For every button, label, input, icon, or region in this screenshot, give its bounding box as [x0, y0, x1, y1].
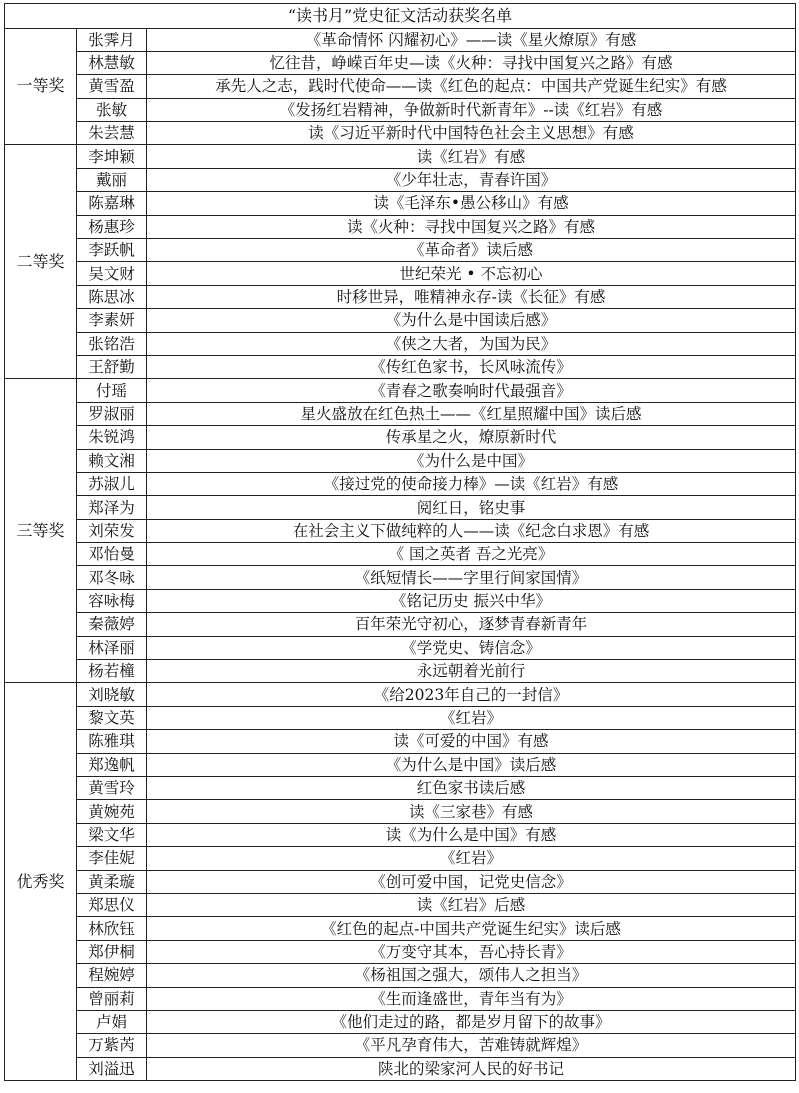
- table-row: [5, 800, 796, 823]
- award-list-table: [4, 3, 796, 1081]
- table-row: [5, 309, 796, 332]
- table-row: [5, 964, 796, 987]
- essay-title-cell: 《学党史、铸信念》: [147, 636, 796, 659]
- table-row: [5, 987, 796, 1010]
- award-list-body: [5, 4, 796, 1081]
- winner-name-cell: 曾丽莉: [77, 987, 147, 1010]
- table-row: [5, 660, 796, 683]
- winner-name-cell: 林慧敏: [77, 51, 147, 74]
- essay-title-cell: 《杨祖国之强大，颂伟人之担当》: [147, 964, 796, 987]
- essay-title-cell: 陕北的梁家河人民的好书记: [147, 1057, 796, 1080]
- essay-title-cell: 时移世异，唯精神永存-读《长征》有感: [147, 285, 796, 308]
- winner-name-cell: 刘荣发: [77, 519, 147, 542]
- essay-title-cell: 《为什么是中国读后感》: [147, 309, 796, 332]
- winner-name-cell: 苏淑儿: [77, 472, 147, 495]
- essay-title-cell: 《红岩》: [147, 706, 796, 729]
- winner-name-cell: 张铭浩: [77, 332, 147, 355]
- essay-title-cell: 世纪荣光 • 不忘初心: [147, 262, 796, 285]
- essay-title-cell: 传承星之火，燎原新时代: [147, 426, 796, 449]
- table-row: [5, 1057, 796, 1080]
- award-level-cell: 优秀奖: [5, 683, 77, 1081]
- essay-title-cell: 读《三家巷》有感: [147, 800, 796, 823]
- winner-name-cell: 张霁月: [77, 28, 147, 51]
- table-row: [5, 168, 796, 191]
- winner-name-cell: 王舒勤: [77, 355, 147, 378]
- table-row: [5, 847, 796, 870]
- table-row: [5, 98, 796, 121]
- essay-title-cell: 《红岩》: [147, 847, 796, 870]
- table-row: [5, 823, 796, 846]
- table-row: [5, 355, 796, 378]
- winner-name-cell: 刘溢迅: [77, 1057, 147, 1080]
- essay-title-cell: 读《火种：寻找中国复兴之路》有感: [147, 215, 796, 238]
- essay-title-cell: 《接过党的使命接力棒》—读《红岩》有感: [147, 472, 796, 495]
- table-row: [5, 636, 796, 659]
- essay-title-cell: 《 国之英者 吾之光亮》: [147, 543, 796, 566]
- winner-name-cell: 梁文华: [77, 823, 147, 846]
- essay-title-cell: 忆往昔，峥嵘百年史—读《火种：寻找中国复兴之路》有感: [147, 51, 796, 74]
- winner-name-cell: 容咏梅: [77, 589, 147, 612]
- winner-name-cell: 刘晓敏: [77, 683, 147, 706]
- table-row: [5, 893, 796, 916]
- essay-title-cell: 《革命者》读后感: [147, 239, 796, 262]
- award-level-cell: 一等奖: [5, 28, 77, 145]
- table-row: [5, 262, 796, 285]
- winner-name-cell: 林欣钰: [77, 917, 147, 940]
- essay-title-cell: 《生而逢盛世，青年当有为》: [147, 987, 796, 1010]
- table-row: [5, 940, 796, 963]
- essay-title-cell: 《少年壮志，青春许国》: [147, 168, 796, 191]
- winner-name-cell: 张敏: [77, 98, 147, 121]
- table-row: [5, 870, 796, 893]
- winner-name-cell: 李跃帆: [77, 239, 147, 262]
- winner-name-cell: 陈思冰: [77, 285, 147, 308]
- winner-name-cell: 邓怡曼: [77, 543, 147, 566]
- winner-name-cell: 万紫芮: [77, 1034, 147, 1057]
- essay-title-cell: 承先人之志，践时代使命——读《红色的起点：中国共产党诞生纪实》有感: [147, 75, 796, 98]
- essay-title-cell: 《为什么是中国》读后感: [147, 753, 796, 776]
- table-row: [5, 379, 796, 402]
- winner-name-cell: 陈嘉琳: [77, 192, 147, 215]
- essay-title-cell: 阅红日，铭史事: [147, 496, 796, 519]
- table-row: [5, 332, 796, 355]
- winner-name-cell: 黄雪玲: [77, 777, 147, 800]
- table-row: [5, 589, 796, 612]
- table-row: [5, 496, 796, 519]
- winner-name-cell: 杨惠珍: [77, 215, 147, 238]
- table-row: [5, 239, 796, 262]
- table-row: [5, 1034, 796, 1057]
- essay-title-cell: 读《红岩》后感: [147, 893, 796, 916]
- table-row: [5, 75, 796, 98]
- essay-title-cell: 《为什么是中国》: [147, 449, 796, 472]
- essay-title-cell: 《给2023年自己的一封信》: [147, 683, 796, 706]
- essay-title-cell: 读《红岩》有感: [147, 145, 796, 168]
- table-row: [5, 145, 796, 168]
- winner-name-cell: 黄柔璇: [77, 870, 147, 893]
- winner-name-cell: 邓冬咏: [77, 566, 147, 589]
- essay-title-cell: 《纸短情长——字里行间家国情》: [147, 566, 796, 589]
- winner-name-cell: 郑逸帆: [77, 753, 147, 776]
- winner-name-cell: 朱芸慧: [77, 122, 147, 145]
- winner-name-cell: 杨若橦: [77, 660, 147, 683]
- essay-title-cell: 《万变守其本，吾心持长青》: [147, 940, 796, 963]
- winner-name-cell: 郑伊桐: [77, 940, 147, 963]
- table-row: [5, 777, 796, 800]
- table-row: [5, 613, 796, 636]
- essay-title-cell: 《红色的起点-中国共产党诞生纪实》读后感: [147, 917, 796, 940]
- table-row: [5, 426, 796, 449]
- essay-title-cell: 《青春之歌奏响时代最强音》: [147, 379, 796, 402]
- essay-title-cell: 读《毛泽东•愚公移山》有感: [147, 192, 796, 215]
- winner-name-cell: 陈雅琪: [77, 730, 147, 753]
- table-row: [5, 285, 796, 308]
- winner-name-cell: 赖文湘: [77, 449, 147, 472]
- title-row: [5, 4, 796, 29]
- essay-title-cell: 读《为什么是中国》有感: [147, 823, 796, 846]
- table-row: [5, 730, 796, 753]
- essay-title-cell: 《铭记历史 振兴中华》: [147, 589, 796, 612]
- winner-name-cell: 卢娟: [77, 1010, 147, 1033]
- table-row: [5, 449, 796, 472]
- winner-name-cell: 罗淑丽: [77, 402, 147, 425]
- table-row: [5, 1010, 796, 1033]
- table-row: [5, 215, 796, 238]
- essay-title-cell: 红色家书读后感: [147, 777, 796, 800]
- award-level-cell: 二等奖: [5, 145, 77, 379]
- essay-title-cell: 《侠之大者，为国为民》: [147, 332, 796, 355]
- page-title: “读书月”党史征文活动获奖名单: [5, 4, 796, 29]
- essay-title-cell: 星火盛放在红色热土——《红星照耀中国》读后感: [147, 402, 796, 425]
- award-level-cell: 三等奖: [5, 379, 77, 683]
- table-row: [5, 917, 796, 940]
- essay-title-cell: 百年荣光守初心，逐梦青春新青年: [147, 613, 796, 636]
- winner-name-cell: 付瑶: [77, 379, 147, 402]
- table-row: [5, 192, 796, 215]
- table-row: [5, 706, 796, 729]
- winner-name-cell: 林泽丽: [77, 636, 147, 659]
- essay-title-cell: 永远朝着光前行: [147, 660, 796, 683]
- essay-title-cell: 《革命情怀 闪耀初心》——读《星火燎原》有感: [147, 28, 796, 51]
- winner-name-cell: 秦薇婷: [77, 613, 147, 636]
- essay-title-cell: 读《可爱的中国》有感: [147, 730, 796, 753]
- winner-name-cell: 朱锐鸿: [77, 426, 147, 449]
- essay-title-cell: 《他们走过的路，都是岁月留下的故事》: [147, 1010, 796, 1033]
- table-row: [5, 122, 796, 145]
- table-row: [5, 683, 796, 706]
- essay-title-cell: 《平凡孕育伟大，苦难铸就辉煌》: [147, 1034, 796, 1057]
- winner-name-cell: 李佳妮: [77, 847, 147, 870]
- winner-name-cell: 黄婉苑: [77, 800, 147, 823]
- winner-name-cell: 黄雪盈: [77, 75, 147, 98]
- table-row: [5, 519, 796, 542]
- essay-title-cell: 在社会主义下做纯粹的人——读《纪念白求恩》有感: [147, 519, 796, 542]
- essay-title-cell: 《创可爱中国，记党史信念》: [147, 870, 796, 893]
- winner-name-cell: 郑泽为: [77, 496, 147, 519]
- winner-name-cell: 黎文英: [77, 706, 147, 729]
- table-row: [5, 402, 796, 425]
- table-row: [5, 28, 796, 51]
- winner-name-cell: 郑思仪: [77, 893, 147, 916]
- table-row: [5, 472, 796, 495]
- table-row: [5, 753, 796, 776]
- table-row: [5, 543, 796, 566]
- winner-name-cell: 戴丽: [77, 168, 147, 191]
- winner-name-cell: 吴文财: [77, 262, 147, 285]
- winner-name-cell: 李坤颖: [77, 145, 147, 168]
- essay-title-cell: 读《习近平新时代中国特色社会主义思想》有感: [147, 122, 796, 145]
- essay-title-cell: 《发扬红岩精神，争做新时代新青年》--读《红岩》有感: [147, 98, 796, 121]
- winner-name-cell: 程婉婷: [77, 964, 147, 987]
- table-row: [5, 51, 796, 74]
- table-row: [5, 566, 796, 589]
- essay-title-cell: 《传红色家书，长风咏流传》: [147, 355, 796, 378]
- winner-name-cell: 李素妍: [77, 309, 147, 332]
